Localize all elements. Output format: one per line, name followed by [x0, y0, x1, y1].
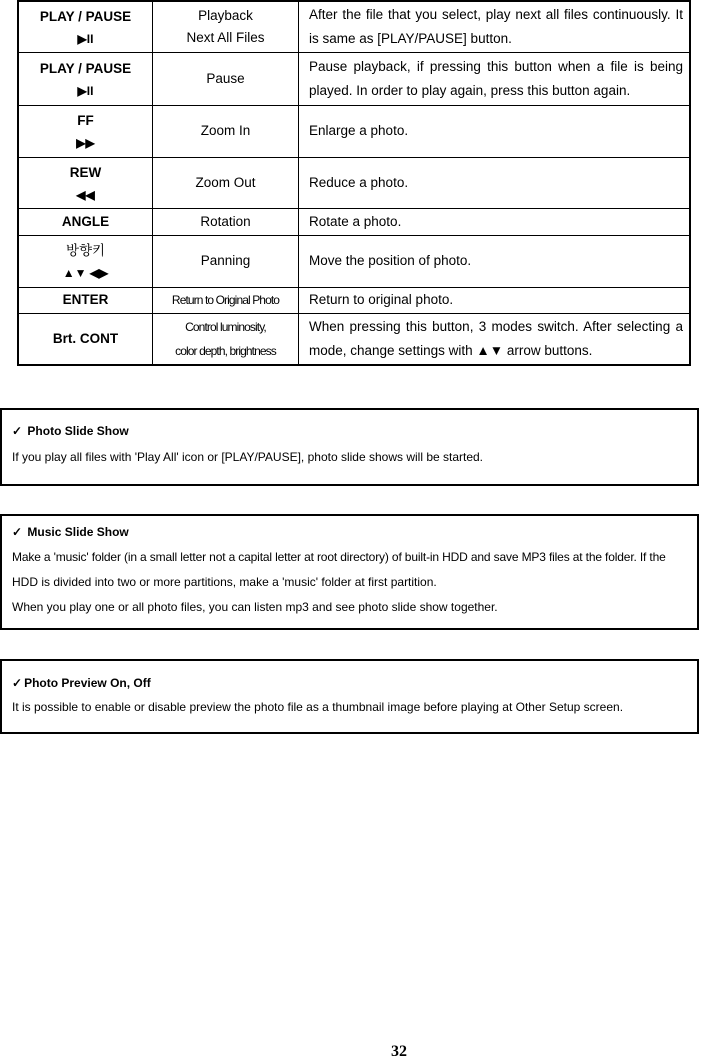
note-photo-preview [0, 659, 699, 734]
note-title: Photo Slide Show [27, 424, 129, 438]
function-cell: Zoom Out [153, 157, 299, 208]
description-cell: Return to original photo. [299, 287, 691, 313]
table-row [18, 105, 690, 157]
play-pause-symbol: ▶II [77, 31, 94, 46]
key-name: REW [69, 164, 102, 180]
note-photo-slide-show [0, 408, 699, 486]
description-cell: When pressing this button, 3 modes switch. After selecting a mode, change settings with ▲▼ arrow buttons. [299, 313, 691, 365]
table-row [18, 313, 690, 365]
key-cell: Brt. CONT [18, 313, 153, 365]
function-label: color depth, brightness [175, 343, 276, 358]
function-cell: Zoom In [153, 105, 299, 157]
table-row [18, 208, 690, 235]
note-title: Music Slide Show [27, 525, 129, 539]
description-cell: Rotate a photo. [299, 208, 691, 235]
key-cell [18, 105, 153, 157]
key-name: PLAY / PAUSE [39, 8, 132, 24]
note-text: When you play one or all photo files, you can listen mp3 and see photo slide show together. [12, 600, 498, 614]
remote-key-table [17, 0, 691, 366]
function-label: Control luminosity, [185, 319, 266, 334]
checkmark-icon: ✓ [12, 676, 23, 690]
play-pause-symbol: ▶II [77, 83, 94, 98]
note-title: Photo Preview On, Off [24, 676, 151, 690]
description-cell: Pause playback, if pressing this button when a file is being played. In order to play again, press this button again. [299, 52, 691, 105]
fast-forward-symbol: ▶▶ [76, 136, 95, 150]
function-cell [153, 1, 299, 52]
table-row [18, 52, 690, 105]
description-cell: Reduce a photo. [299, 157, 691, 208]
description-cell: After the file that you select, play next all files continuously. It is same as [PLAY/PAUSE] button. [299, 1, 691, 52]
function-label: Playback [198, 7, 253, 23]
function-cell: Rotation [153, 208, 299, 235]
note-text: If you play all files with 'Play All' icon or [PLAY/PAUSE], photo slide shows will be started. [12, 450, 484, 464]
key-cell: ENTER [18, 287, 153, 313]
key-name: 방향키 [65, 243, 106, 258]
table-row [18, 235, 690, 287]
description-cell: Enlarge a photo. [299, 105, 691, 157]
key-name: FF [77, 113, 94, 128]
note-heading [12, 525, 695, 539]
note-text: Make a 'music' folder (in a small letter not a capital letter at root directory) of built-in HDD and save MP3 files at the folder. If the [12, 550, 666, 564]
key-name: PLAY / PAUSE [39, 60, 132, 76]
function-cell [153, 313, 299, 365]
function-cell: Return to Original Photo [153, 287, 299, 313]
key-cell [18, 157, 153, 208]
checkmark-icon: ✓ [12, 424, 23, 438]
note-heading [12, 676, 695, 690]
arrow-keys-symbol: ▲▼ ◀▶ [62, 266, 109, 280]
function-label: Next All Files [186, 29, 265, 45]
rewind-symbol: ◀◀ [76, 187, 95, 202]
page-number: 32 [391, 1043, 407, 1060]
key-cell [18, 235, 153, 287]
table-row [18, 157, 690, 208]
table-row [18, 1, 690, 52]
note-heading [12, 424, 695, 438]
function-cell: Panning [153, 235, 299, 287]
key-cell: ANGLE [18, 208, 153, 235]
note-text: HDD is divided into two or more partitions, make a 'music' folder at first partition. [12, 575, 437, 589]
checkmark-icon: ✓ [12, 525, 23, 539]
note-music-slide-show [0, 514, 699, 630]
description-cell: Move the position of photo. [299, 235, 691, 287]
table-row [18, 287, 690, 313]
function-cell: Pause [153, 52, 299, 105]
key-cell [18, 52, 153, 105]
key-cell [18, 1, 153, 52]
note-text: It is possible to enable or disable preview the photo file as a thumbnail image before playing at Other Setup screen. [12, 700, 624, 714]
